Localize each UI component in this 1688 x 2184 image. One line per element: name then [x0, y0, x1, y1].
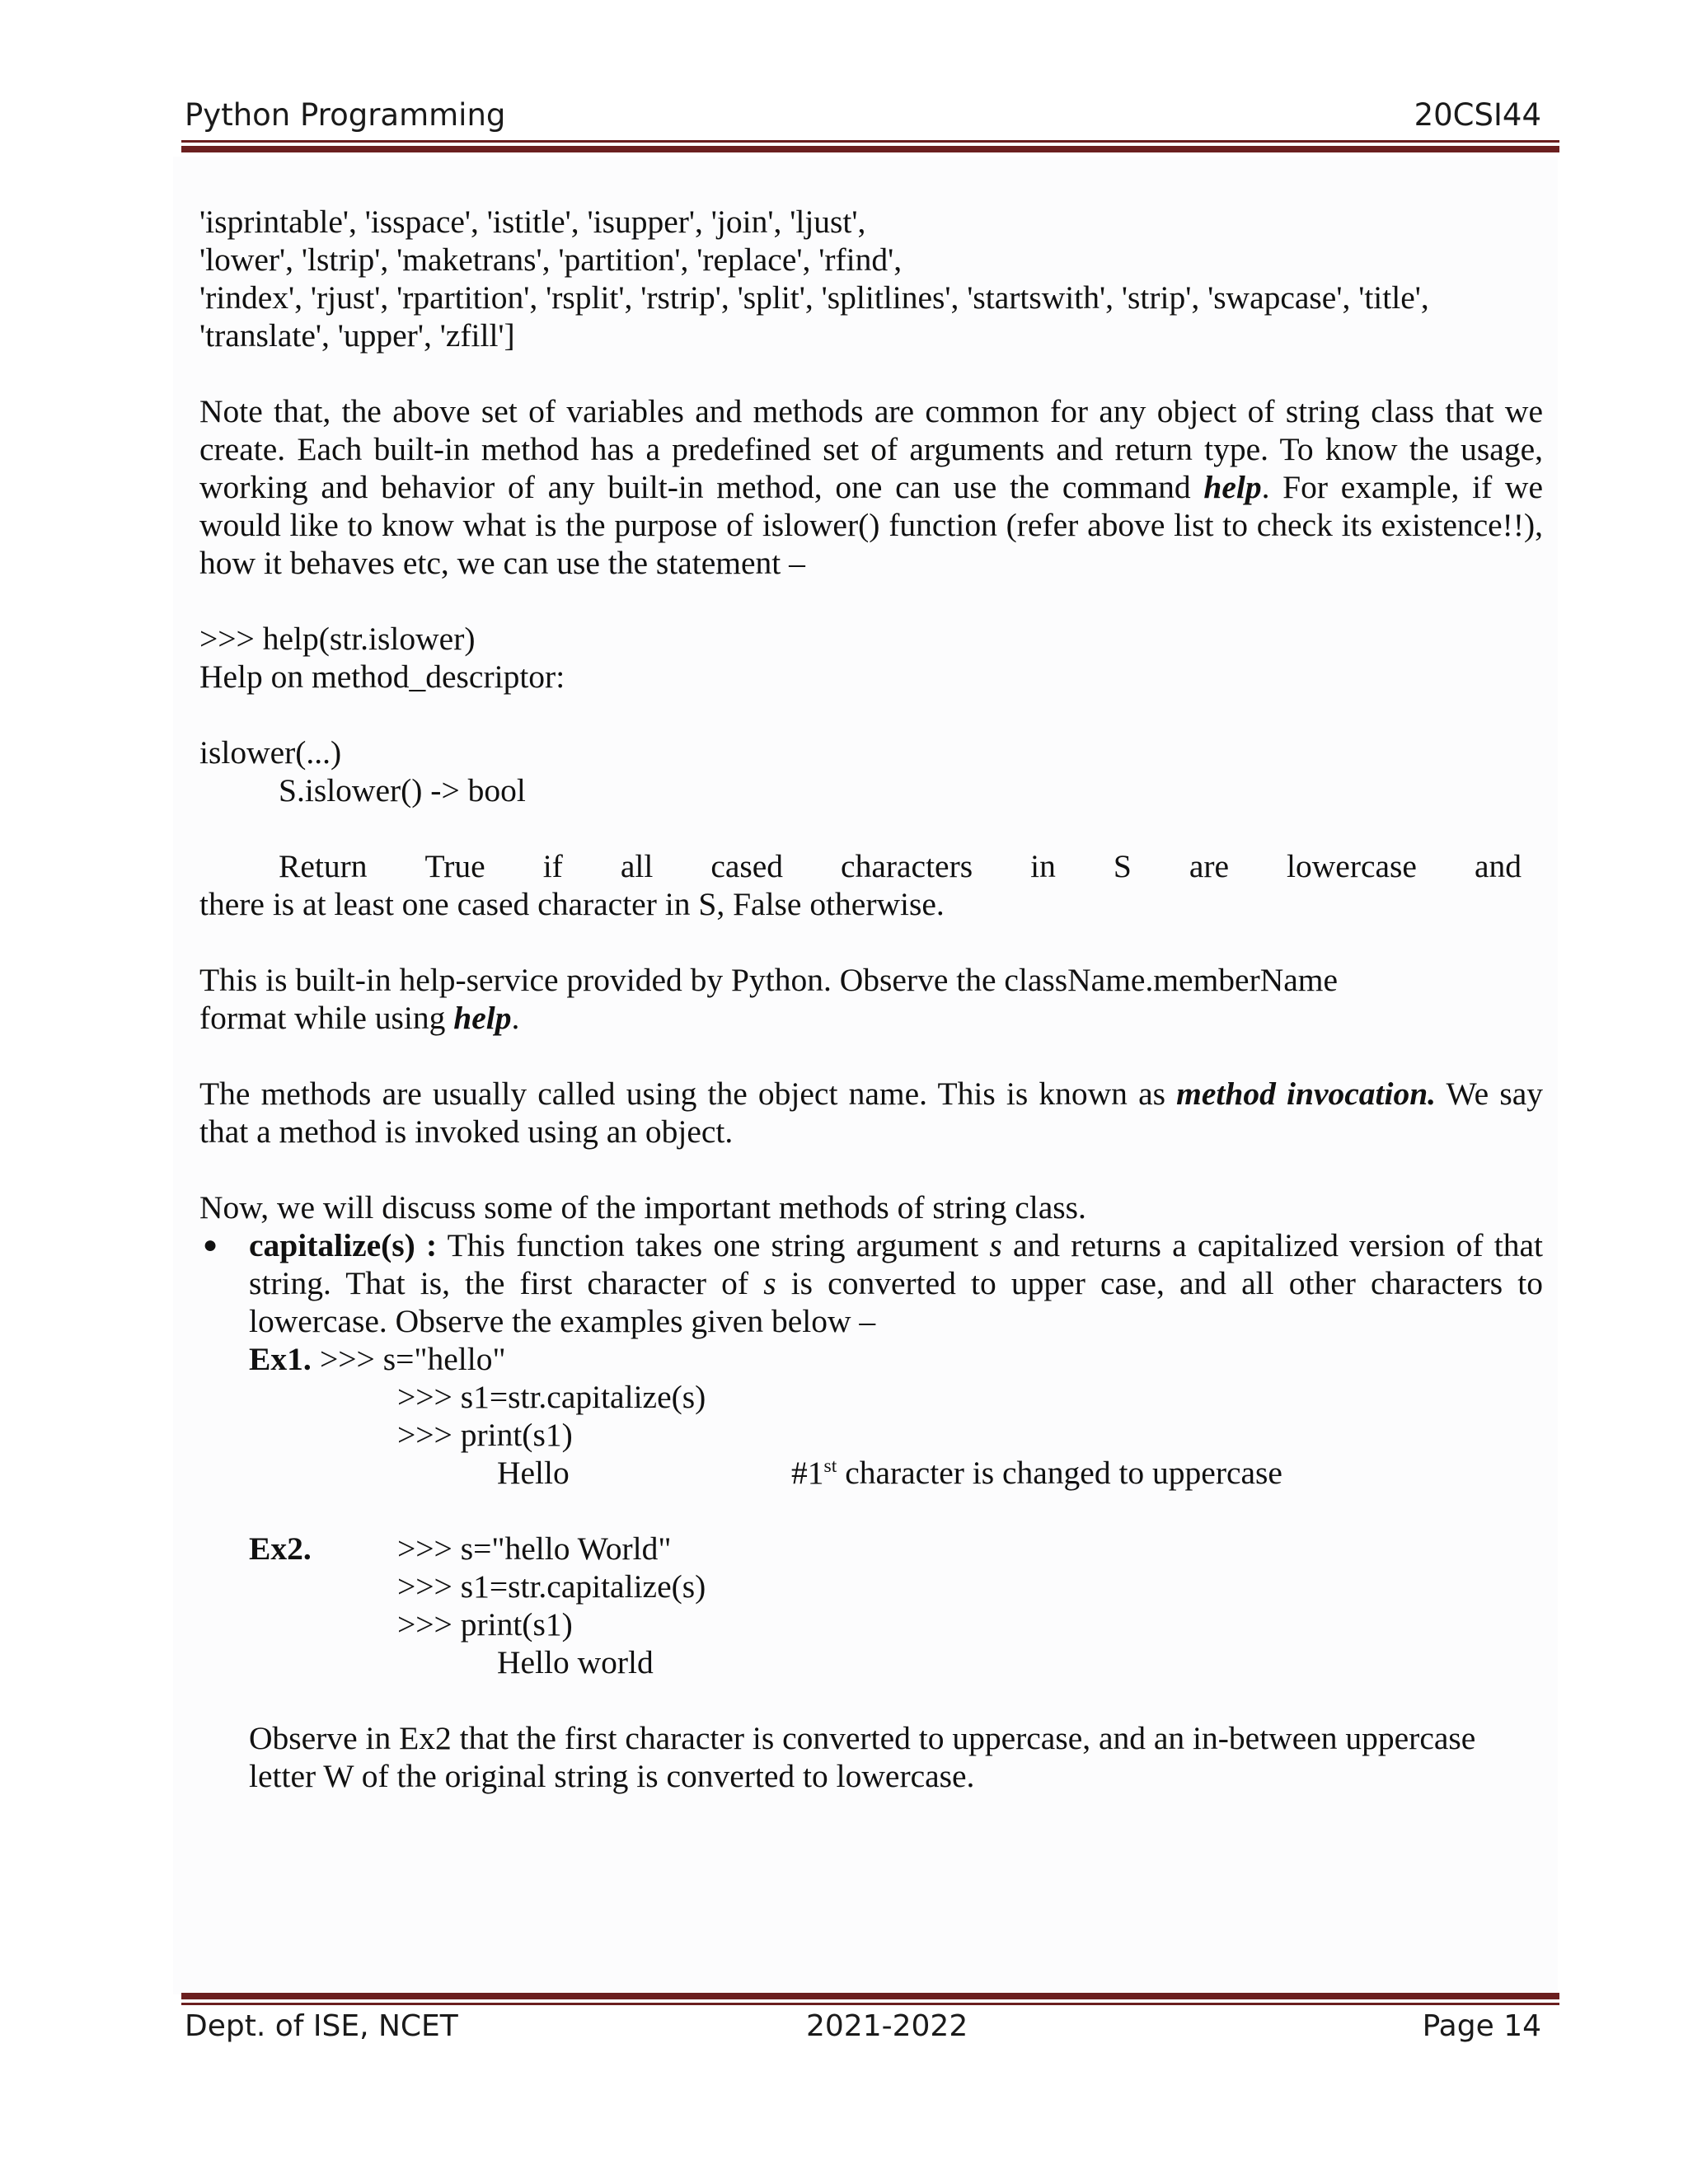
- method-list-line: 'isprintable', 'isspace', 'istitle', 'isupper', 'join', 'ljust',: [199, 204, 866, 240]
- capitalize-description: capitalize(s) : This function takes one string argument s and returns a capitalized version of that string. That is, the first character of s is converted to upper case, and all other characters to lowercase. Observe the examples given below –: [249, 1227, 1543, 1339]
- page-content: [199, 203, 1543, 1795]
- footer-department: Dept. of ISE, NCET: [185, 2009, 458, 2043]
- invocation-paragraph: The methods are usually called using the object name. This is known as method invocation. We say that a method is invoked using an object.: [199, 1076, 1543, 1150]
- header-title: Python Programming: [185, 97, 506, 133]
- help-signature-detail: S.islower() -> bool: [279, 772, 526, 808]
- ex2-line: >>> s1=str.capitalize(s): [397, 1568, 706, 1605]
- help-signature: islower(...): [199, 734, 342, 771]
- list-item: [199, 1226, 1543, 1795]
- ex1-line: Ex1. >>> s="hello": [249, 1341, 506, 1377]
- page-number: Page 14: [1422, 2009, 1541, 2043]
- help-return-line: Return True if all cased characters in S are lowercase and: [279, 848, 1522, 884]
- ex1-line: >>> s1=str.capitalize(s): [397, 1379, 706, 1415]
- footer-year: 2021-2022: [806, 2009, 968, 2043]
- ex2-line: Ex2. >>> s="hello World": [249, 1530, 672, 1567]
- header-rule: [181, 140, 1559, 152]
- method-list-line: 'lower', 'lstrip', 'maketrans', 'partition', 'replace', 'rfind',: [199, 241, 903, 278]
- builtin-line1: This is built-in help-service provided by Python. Observe the className.memberName: [199, 962, 1339, 998]
- capitalize-term: capitalize(s) :: [249, 1227, 438, 1263]
- ex2-line: >>> print(s1): [397, 1606, 573, 1643]
- help-return-line2: there is at least one cased character in S, False otherwise.: [199, 886, 945, 922]
- ex2-label: Ex2.: [249, 1530, 312, 1567]
- bullet-icon: ●: [203, 1231, 218, 1258]
- ex1-line: >>> print(s1): [397, 1417, 573, 1453]
- header-course-code: 20CSI44: [1414, 97, 1541, 133]
- ex1-output: Hello #1st character is changed to uppercase: [497, 1455, 1282, 1491]
- capitalize-observe: Observe in Ex2 that the first character is converted to uppercase, and an in-between uppercase letter W of the original string is converted to lowercase.: [249, 1720, 1476, 1794]
- help-term: help: [453, 1000, 512, 1036]
- ex1-label: Ex1.: [249, 1341, 312, 1377]
- footer-rule: [181, 1993, 1559, 2005]
- methods-intro: Now, we will discuss some of the important methods of string class.: [199, 1189, 1086, 1226]
- invocation-term: method invocation.: [1176, 1076, 1437, 1112]
- method-list-line: 'translate', 'upper', 'zfill']: [199, 317, 515, 354]
- ex1-comment: #1st character is changed to uppercase: [791, 1455, 1282, 1491]
- help-term: help: [1203, 469, 1262, 505]
- help-output: Help on method_descriptor:: [199, 658, 565, 695]
- method-list-line: 'rindex', 'rjust', 'rpartition', 'rsplit', 'rstrip', 'split', 'splitlines', 'startswith', 'strip', 'swapcase', 'title',: [199, 279, 1429, 316]
- builtin-line2: format while using help.: [199, 1000, 520, 1036]
- note-paragraph: Note that, the above set of variables and methods are common for any object of string class that we create. Each built-in method has a predefined set of arguments and return type. To know the usage, working and behavior of any built-in method, one can use the command help. For example, if we would like to know what is the purpose of islower() function (refer above list to check its existence!!), how it behaves etc, we can use the statement –: [199, 393, 1543, 581]
- ex2-output: Hello world: [497, 1644, 654, 1680]
- help-command: >>> help(str.islower): [199, 621, 476, 657]
